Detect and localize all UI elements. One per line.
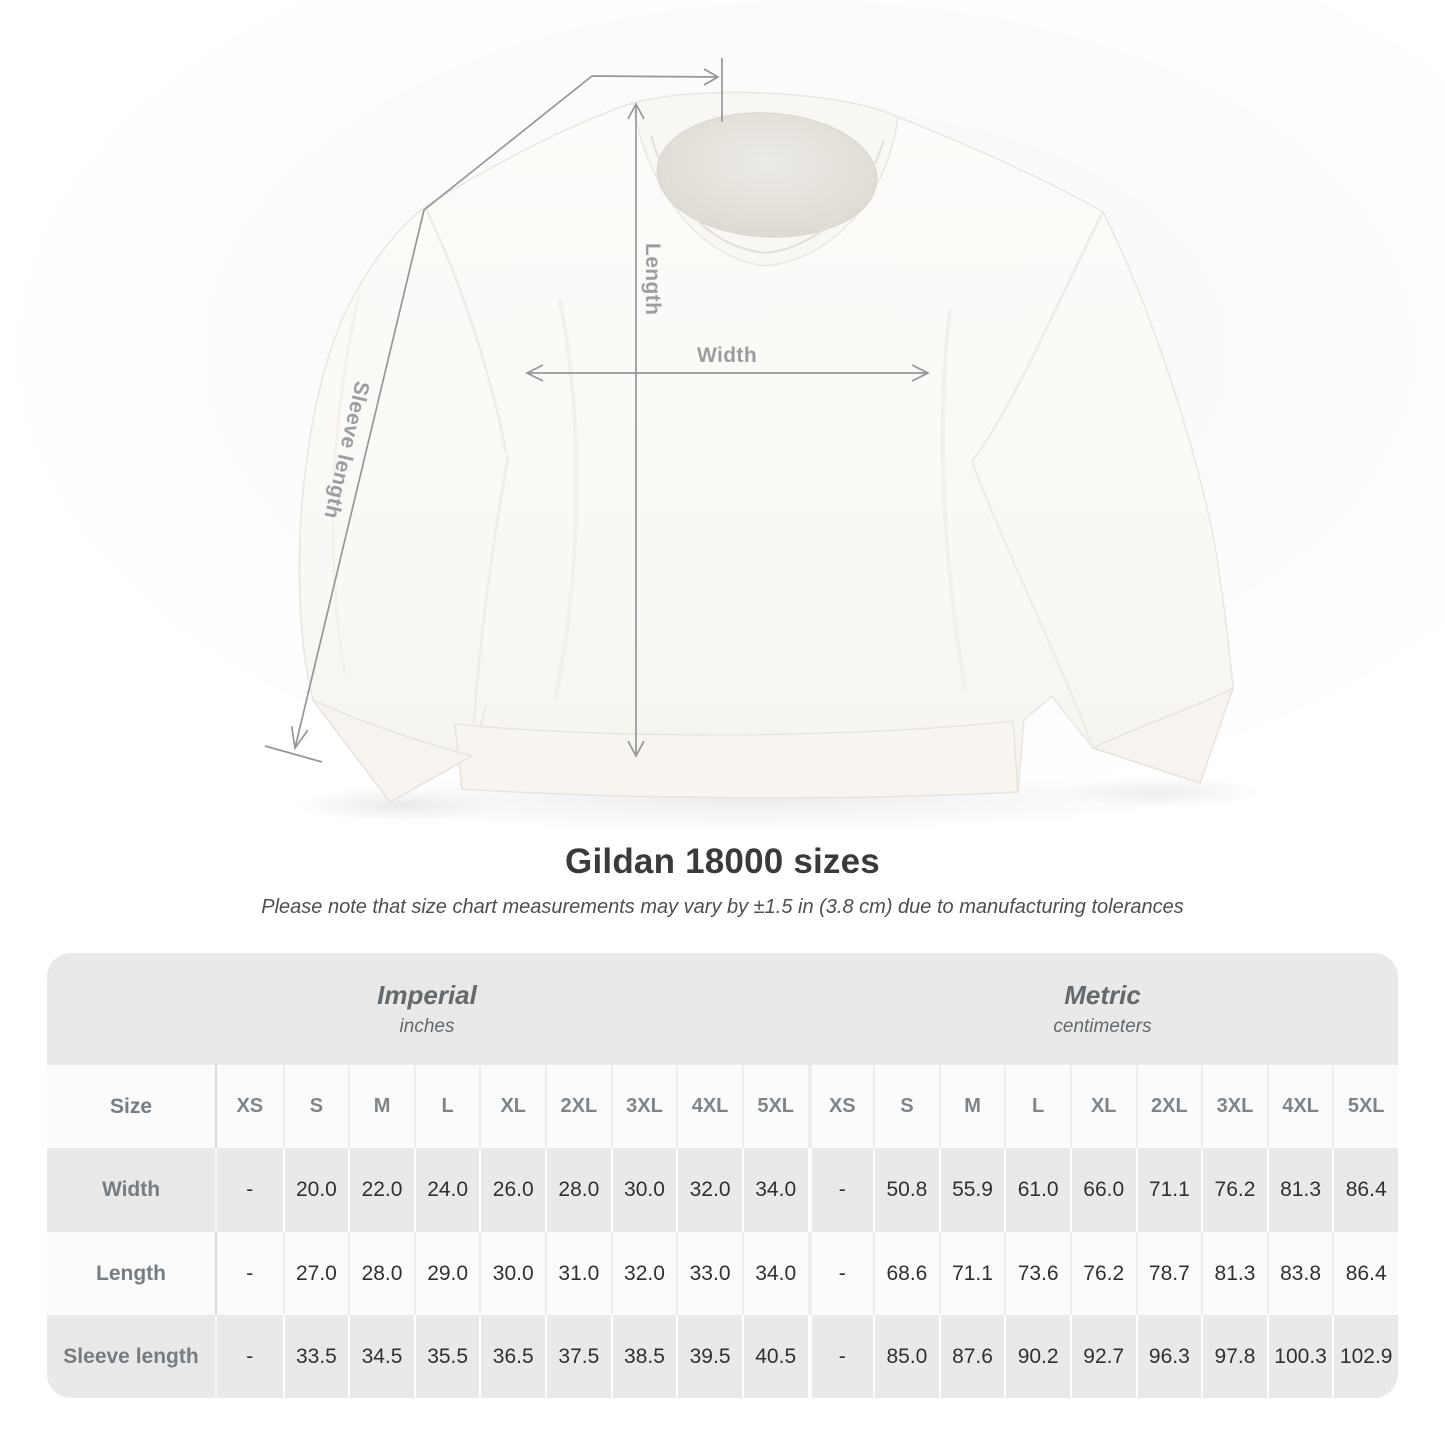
value-cell: 86.4 — [1332, 1148, 1398, 1232]
value-cell: - — [808, 1315, 874, 1398]
size-cell: 4XL — [676, 1065, 742, 1148]
value-cell: - — [808, 1148, 874, 1232]
value-cell: 76.2 — [1201, 1148, 1267, 1232]
size-cell: S — [873, 1065, 939, 1148]
value-cell: 40.5 — [742, 1315, 808, 1398]
length-label: Length — [641, 243, 664, 316]
value-cell: 90.2 — [1004, 1315, 1070, 1398]
value-cell: 96.3 — [1136, 1315, 1202, 1398]
size-cell: S — [283, 1065, 349, 1148]
value-cell: 20.0 — [283, 1148, 349, 1232]
value-cell: - — [808, 1232, 874, 1315]
value-cell: 36.5 — [479, 1315, 545, 1398]
size-cell: XL — [479, 1065, 545, 1148]
size-cell: XS — [808, 1065, 874, 1148]
row-label: Sleeve length — [47, 1315, 217, 1398]
imperial-title: Imperial — [377, 980, 477, 1010]
value-cell: 28.0 — [545, 1148, 611, 1232]
metric-section-header — [807, 953, 1398, 1065]
value-cell: 85.0 — [873, 1315, 939, 1398]
value-cell: 32.0 — [676, 1148, 742, 1232]
size-cell: M — [348, 1065, 414, 1148]
size-cell: XS — [236, 1095, 264, 1117]
cuff-shadow-right — [1060, 776, 1260, 808]
value-cell: 78.7 — [1136, 1232, 1202, 1315]
width-label: Width — [696, 344, 758, 367]
unit-header-band — [47, 953, 1398, 1065]
value-cell: - — [246, 1261, 254, 1285]
size-cell: XL — [1070, 1065, 1136, 1148]
size-cell: 5XL — [742, 1065, 808, 1148]
value-cell: 24.0 — [414, 1148, 480, 1232]
size-cell: M — [939, 1065, 1005, 1148]
value-cell: 92.7 — [1070, 1315, 1136, 1398]
size-cell: 3XL — [1201, 1065, 1267, 1148]
page-subtitle: Please note that size chart measurements may vary by ±1.5 in (3.8 cm) due to manufacturing tolerances — [261, 896, 1184, 918]
value-cell: 81.3 — [1201, 1232, 1267, 1315]
value-cell: 86.4 — [1332, 1232, 1398, 1315]
value-cell: 27.0 — [283, 1232, 349, 1315]
value-cell: 35.5 — [414, 1315, 480, 1398]
value-cell: 33.0 — [676, 1232, 742, 1315]
value-cell: 30.0 — [479, 1232, 545, 1315]
value-cell: 28.0 — [348, 1232, 414, 1315]
row-label: Width — [47, 1148, 217, 1232]
value-cell: 71.1 — [1136, 1148, 1202, 1232]
size-cell: 4XL — [1267, 1065, 1333, 1148]
size-cell: 2XL — [545, 1065, 611, 1148]
value-cell: 68.6 — [873, 1232, 939, 1315]
size-cell: 2XL — [1136, 1065, 1202, 1148]
value-cell: 100.3 — [1267, 1315, 1333, 1398]
metric-title: Metric — [1064, 980, 1141, 1010]
value-cell: 34.0 — [742, 1232, 808, 1315]
size-cell: L — [414, 1065, 480, 1148]
value-cell: 83.8 — [1267, 1232, 1333, 1315]
value-cell: 73.6 — [1004, 1232, 1070, 1315]
size-table — [47, 953, 1398, 1398]
size-cell: 5XL — [1332, 1065, 1398, 1148]
value-cell: 102.9 — [1332, 1315, 1398, 1398]
value-cell: 55.9 — [939, 1148, 1005, 1232]
page-title: Gildan 18000 sizes — [565, 842, 880, 881]
sleeve-length-label: Sleeve length — [319, 378, 374, 522]
size-header-label: Size — [47, 1065, 217, 1148]
value-cell: 29.0 — [414, 1232, 480, 1315]
value-cell: 32.0 — [611, 1232, 677, 1315]
value-cell: 50.8 — [873, 1148, 939, 1232]
value-cell: 76.2 — [1070, 1232, 1136, 1315]
value-cell: 31.0 — [545, 1232, 611, 1315]
value-cell: 87.6 — [939, 1315, 1005, 1398]
row-label: Length — [47, 1232, 217, 1315]
metric-unit: centimeters — [1053, 1016, 1152, 1037]
table-row-sleeve-length — [47, 1315, 1398, 1398]
value-cell: - — [246, 1178, 254, 1201]
value-cell: 33.5 — [283, 1315, 349, 1398]
table-row-width — [47, 1148, 1398, 1232]
size-cell: 3XL — [611, 1065, 677, 1148]
imperial-unit: inches — [399, 1016, 455, 1037]
size-header-row — [47, 1065, 1398, 1148]
value-cell: 34.0 — [742, 1148, 808, 1232]
value-cell: 34.5 — [348, 1315, 414, 1398]
value-cell: 71.1 — [939, 1232, 1005, 1315]
value-cell: 81.3 — [1267, 1148, 1333, 1232]
value-cell: 30.0 — [611, 1148, 677, 1232]
table-row-length — [47, 1232, 1398, 1315]
value-cell: 66.0 — [1070, 1148, 1136, 1232]
value-cell: 61.0 — [1004, 1148, 1070, 1232]
size-cell: L — [1004, 1065, 1070, 1148]
value-cell: 38.5 — [611, 1315, 677, 1398]
value-cell: 97.8 — [1201, 1315, 1267, 1398]
value-cell: 37.5 — [545, 1315, 611, 1398]
value-cell: 22.0 — [348, 1148, 414, 1232]
value-cell: 26.0 — [479, 1148, 545, 1232]
value-cell: 39.5 — [676, 1315, 742, 1398]
value-cell: - — [246, 1344, 254, 1368]
imperial-section-header — [47, 953, 807, 1065]
